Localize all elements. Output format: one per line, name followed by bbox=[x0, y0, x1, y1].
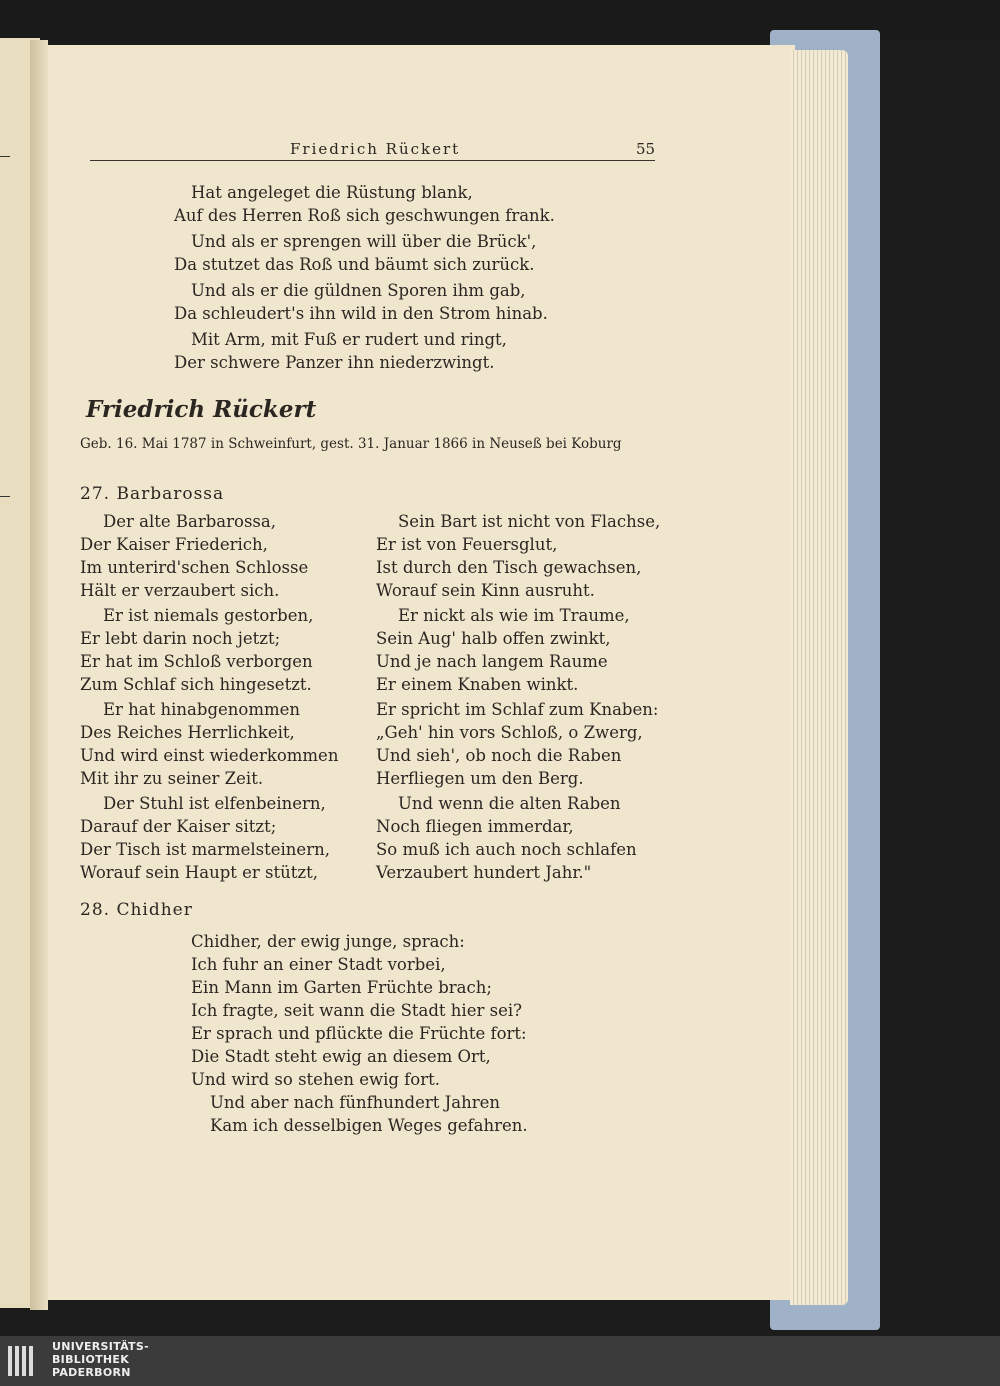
verse-line: Und als er die güldnen Sporen ihm gab, bbox=[191, 281, 526, 300]
verse-line: Worauf sein Haupt er stützt, bbox=[80, 863, 318, 882]
verse-line: Er ist niemals gestorben, bbox=[103, 606, 314, 625]
verse-line: Er hat hinabgenommen bbox=[103, 700, 301, 719]
verse-line: Des Reiches Herrlichkeit, bbox=[80, 723, 295, 742]
library-name-line: UNIVERSITÄTS- bbox=[52, 1340, 149, 1353]
verse-line: Da schleudert's ihn wild in den Strom hinab. bbox=[174, 304, 548, 323]
verse-line: Herfliegen um den Berg. bbox=[376, 769, 584, 788]
verse-line: Kam ich desselbigen Weges gefahren. bbox=[210, 1116, 528, 1135]
verse-line: Ich fragte, seit wann die Stadt hier sei? bbox=[191, 1001, 522, 1020]
verse-line: Auf des Herren Roß sich geschwungen frank. bbox=[174, 206, 555, 225]
verse-line: Darauf der Kaiser sitzt; bbox=[80, 817, 277, 836]
footer-bar bbox=[0, 1336, 1000, 1386]
verse-line: Da stutzet das Roß und bäumt sich zurück. bbox=[174, 255, 535, 274]
verse-line: Der Tisch ist marmelsteinern, bbox=[80, 840, 330, 859]
running-title: Friedrich Rückert bbox=[290, 140, 461, 158]
library-name bbox=[52, 1340, 149, 1379]
verse-line: Noch fliegen immerdar, bbox=[376, 817, 574, 836]
verse-line: Hat angeleget die Rüstung blank, bbox=[191, 183, 473, 202]
verse-line: Ich fuhr an einer Stadt vorbei, bbox=[191, 955, 446, 974]
page-edges bbox=[790, 50, 848, 1305]
verse-line: Sein Bart ist nicht von Flachse, bbox=[398, 512, 661, 531]
verse-line: Im unterird'schen Schlosse bbox=[80, 558, 309, 577]
verse-line: Und wenn die alten Raben bbox=[398, 794, 621, 813]
library-name-line: BIBLIOTHEK bbox=[52, 1353, 130, 1366]
library-logo-icon bbox=[6, 1342, 44, 1380]
page-number: 55 bbox=[636, 140, 656, 158]
verse-line: So muß ich auch noch schlafen bbox=[376, 840, 637, 859]
verse-line: Und als er sprengen will über die Brück', bbox=[191, 232, 537, 251]
verse-line: Verzaubert hundert Jahr." bbox=[376, 863, 592, 882]
poem-heading bbox=[80, 484, 224, 504]
verse-line: Und aber nach fünfhundert Jahren bbox=[210, 1093, 501, 1112]
verse-line: „Geh' hin vors Schloß, o Zwerg, bbox=[376, 723, 643, 742]
verse-line: Der alte Barbarossa, bbox=[103, 512, 276, 531]
verse-line: Sein Aug' halb offen zwinkt, bbox=[376, 629, 611, 648]
verse-line: Er ist von Feuersglut, bbox=[376, 535, 558, 554]
verse-line: Er spricht im Schlaf zum Knaben: bbox=[376, 700, 659, 719]
verse-line: Mit ihr zu seiner Zeit. bbox=[80, 769, 264, 788]
left-page-mark bbox=[0, 156, 10, 157]
verse-line: Er einem Knaben winkt. bbox=[376, 675, 579, 694]
verse-line: Ist durch den Tisch gewachsen, bbox=[376, 558, 642, 577]
verse-line: Er lebt darin noch jetzt; bbox=[80, 629, 281, 648]
poem-title: Barbarossa bbox=[116, 484, 225, 504]
verse-line: Und wird so stehen ewig fort. bbox=[191, 1070, 440, 1089]
verse-line: Hält er verzaubert sich. bbox=[80, 581, 280, 600]
verse-line: Er hat im Schloß verborgen bbox=[80, 652, 313, 671]
poem-number: 27. bbox=[80, 484, 111, 504]
poem-heading bbox=[80, 900, 193, 920]
verse-line: Der Kaiser Friederich, bbox=[80, 535, 268, 554]
author-heading: Friedrich Rückert bbox=[86, 396, 317, 423]
verse-line: Und wird einst wiederkommen bbox=[80, 746, 339, 765]
verse-line: Und sieh', ob noch die Raben bbox=[376, 746, 622, 765]
poem-title: Chidher bbox=[116, 900, 193, 920]
verse-line: Er nickt als wie im Traume, bbox=[398, 606, 630, 625]
verse-line: Er sprach und pflückte die Früchte fort: bbox=[191, 1024, 527, 1043]
author-bio: Geb. 16. Mai 1787 in Schweinfurt, gest. 31. Januar 1866 in Neuseß bei Koburg bbox=[80, 436, 622, 452]
left-page-mark bbox=[0, 496, 10, 497]
header-rule bbox=[90, 160, 655, 161]
verse-line: Und je nach langem Raume bbox=[376, 652, 608, 671]
poem-number: 28. bbox=[80, 900, 111, 920]
verse-line: Der schwere Panzer ihn niederzwingt. bbox=[174, 353, 495, 372]
verse-line: Mit Arm, mit Fuß er rudert und ringt, bbox=[191, 330, 507, 349]
verse-line: Zum Schlaf sich hingesetzt. bbox=[80, 675, 312, 694]
library-name-line: PADERBORN bbox=[52, 1366, 131, 1379]
verse-line: Die Stadt steht ewig an diesem Ort, bbox=[191, 1047, 491, 1066]
verse-line: Worauf sein Kinn ausruht. bbox=[376, 581, 595, 600]
page-gutter bbox=[30, 40, 48, 1310]
verse-line: Der Stuhl ist elfenbeinern, bbox=[103, 794, 326, 813]
verse-line: Chidher, der ewig junge, sprach: bbox=[191, 932, 465, 951]
verse-line: Ein Mann im Garten Früchte brach; bbox=[191, 978, 492, 997]
